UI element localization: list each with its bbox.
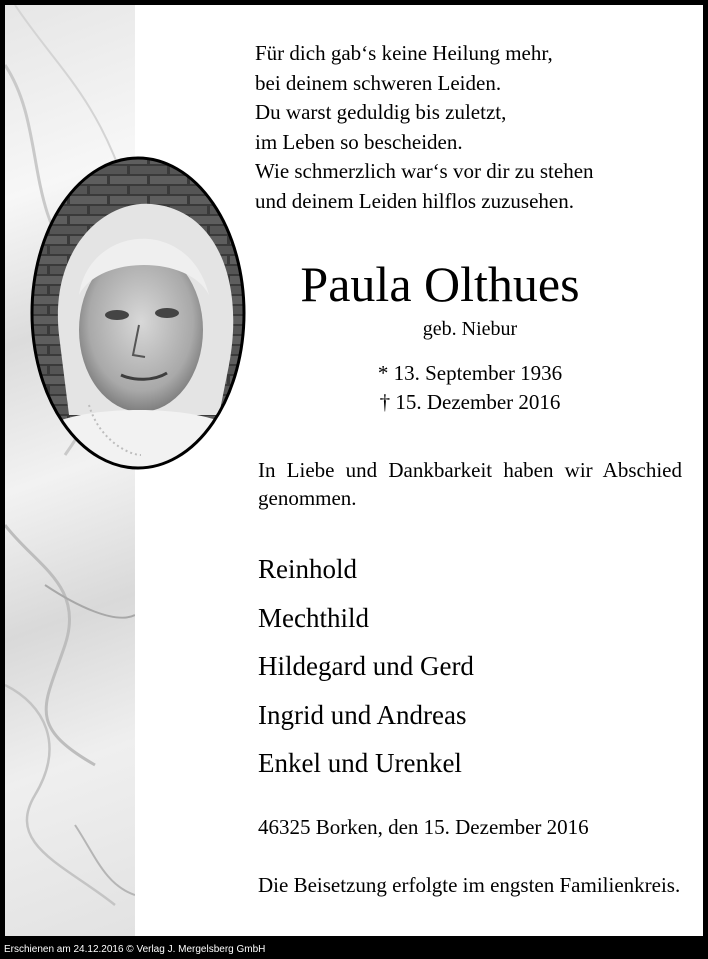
poem-line: Für dich gab‘s keine Heilung mehr, xyxy=(255,41,553,65)
burial-text: Die Beisetzung erfolgte im engsten Familienkreis. xyxy=(258,873,681,897)
poem-line: im Leben so bescheiden. xyxy=(255,129,463,154)
family-list xyxy=(258,545,474,788)
family-member: Mechthild xyxy=(258,602,369,633)
poem-line: bei deinem schweren Leiden. xyxy=(255,70,502,95)
poem-line: Du warst geduldig bis zuletzt, xyxy=(255,100,507,124)
thanks-text: In Liebe und Dankbarkeit haben wir Abschied genommen. xyxy=(258,458,682,510)
deceased-name: Paula Olthues xyxy=(300,256,580,312)
poem xyxy=(255,39,594,216)
birth-date: * 13. September 1936 xyxy=(377,361,563,385)
poem-line: und deinem Leiden hilflos zuzusehen. xyxy=(255,188,574,213)
poem-line: Wie schmerzlich war‘s vor dir zu stehen xyxy=(255,159,594,183)
family-member: Hildegard und Gerd xyxy=(258,651,474,681)
publication-footer: Erschienen am 24.12.2016 © Verlag J. Mergelsberg GmbH xyxy=(0,941,708,959)
family-member: Reinhold xyxy=(258,554,357,584)
family-member: Enkel und Urenkel xyxy=(258,748,462,778)
life-dates xyxy=(255,359,685,417)
family-member: Ingrid und Andreas xyxy=(258,699,467,730)
place-date: 46325 Borken, den 15. Dezember 2016 xyxy=(258,815,589,839)
maiden-name: geb. Niebur xyxy=(422,318,518,340)
death-date: † 15. Dezember 2016 xyxy=(379,390,561,414)
portrait-photo xyxy=(29,155,247,471)
